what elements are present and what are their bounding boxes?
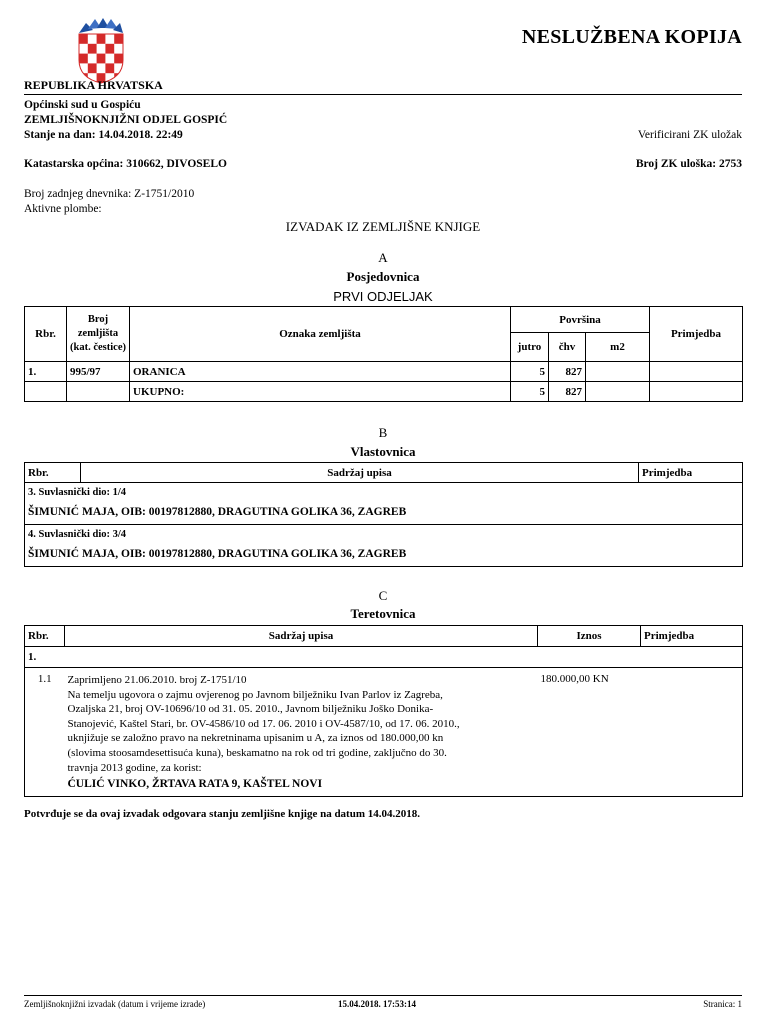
entry-primjedba — [641, 668, 743, 797]
row-chv: 827 — [549, 362, 586, 382]
total-rbr — [25, 382, 67, 402]
col-header-oznaka: Oznaka zemljišta — [130, 307, 511, 362]
entry-amount: 180.000,00 KN — [538, 668, 641, 797]
possession-table — [24, 306, 743, 402]
col-header-rbr: Rbr. — [25, 463, 81, 483]
col-header-povrsina: Površina — [511, 307, 650, 333]
row-oznaka: ORANICA — [130, 362, 511, 382]
table-row-total — [25, 382, 743, 402]
row-m2 — [586, 362, 650, 382]
section-b-title: Vlastovnica — [350, 444, 416, 459]
coat-of-arms-logo — [77, 18, 125, 84]
beneficiary: ĆULIĆ VINKO, ŽRTAVA RATA 9, KAŠTEL NOVI — [67, 778, 323, 791]
col-header-broj: Broj zemljišta (kat. čestice) — [67, 307, 130, 362]
section-a-letter: A — [378, 250, 388, 265]
confirmation-text: Potvrđuje se da ovaj izvadak odgovara stanju zemljišne knjige na datum 14.04.2018. — [24, 808, 421, 820]
footer-datetime: 15.04.2018. 17:53:14 — [338, 999, 416, 1009]
encumbrance-group — [25, 647, 743, 668]
col-header-primjedba: Primjedba — [650, 307, 743, 362]
section-b-letter: B — [378, 425, 388, 440]
section-c-letter: C — [378, 588, 388, 603]
ownership-entry — [25, 525, 743, 567]
row-broj: 995/97 — [67, 362, 130, 382]
owner-info: ŠIMUNIĆ MAJA, OIB: 00197812880, DRAGUTINA GOLIKA 36, ZAGREB — [28, 548, 407, 560]
col-header-sadrzaj: Sadržaj upisa — [65, 626, 538, 647]
country-name: REPUBLIKA HRVATSKA — [24, 78, 163, 92]
ownership-entry — [25, 483, 743, 525]
row-primjedba — [650, 362, 743, 382]
col-header-primjedba: Primjedba — [639, 463, 743, 483]
col-header-rbr: Rbr. — [25, 626, 65, 647]
active-seals: Aktivne plombe: — [24, 203, 102, 215]
row-rbr: 1. — [25, 362, 67, 382]
status-date: Stanje na dan: 14.04.2018. 22:49 — [24, 129, 183, 141]
zk-number: Broj ZK uloška: 2753 — [635, 158, 742, 170]
col-header-iznos: Iznos — [538, 626, 641, 647]
footer-divider — [24, 995, 742, 996]
croatian-coat-of-arms-icon — [77, 18, 125, 84]
footer-page-number: Stranica: 1 — [703, 999, 742, 1009]
section-a-subtitle: PRVI ODJELJAK — [333, 289, 433, 304]
section-a-title: Posjedovnica — [346, 269, 420, 284]
encumbrance-entry — [25, 668, 743, 797]
court-name: Općinski sud u Gospiću — [24, 99, 141, 111]
col-header-m2: m2 — [586, 333, 650, 362]
total-broj — [67, 382, 130, 402]
entry-number: 1.1 — [25, 668, 65, 797]
footer-label: Zemljišnoknjižni izvadak (datum i vrijeme izrade) — [24, 999, 206, 1009]
header-divider — [24, 94, 742, 95]
ownership-share: 3. Suvlasnički dio: 1/4 — [28, 487, 127, 498]
last-journal-number: Broj zadnjeg dnevnika: Z-1751/2010 — [24, 188, 195, 200]
department-name: ZEMLJIŠNOKNJIŽNI ODJEL GOSPIĆ — [24, 114, 228, 126]
group-number: 1. — [25, 647, 743, 668]
total-m2 — [586, 382, 650, 402]
total-chv: 827 — [549, 382, 586, 402]
col-header-rbr: Rbr. — [25, 307, 67, 362]
unofficial-copy-title: NESLUŽBENA KOPIJA — [521, 26, 742, 48]
total-jutro: 5 — [511, 382, 549, 402]
section-c-title: Teretovnica — [350, 606, 416, 621]
col-header-jutro: jutro — [511, 333, 549, 362]
col-header-sadrzaj: Sadržaj upisa — [81, 463, 639, 483]
row-jutro: 5 — [511, 362, 549, 382]
ownership-table — [24, 462, 743, 567]
col-header-primjedba: Primjedba — [641, 626, 743, 647]
ownership-share: 4. Suvlasnički dio: 3/4 — [28, 529, 127, 540]
total-label: UKUPNO: — [130, 382, 511, 402]
verified-label: Verificirani ZK uložak — [637, 129, 742, 141]
total-primjedba — [650, 382, 743, 402]
table-row — [25, 362, 743, 382]
owner-info: ŠIMUNIĆ MAJA, OIB: 00197812880, DRAGUTINA GOLIKA 36, ZAGREB — [28, 506, 407, 518]
cadastral-municipality: Katastarska općina: 310662, DIVOSELO — [24, 158, 227, 170]
entry-text: Zaprimljeno 21.06.2010. broj Z-1751/10 Na temelju ugovora o zajmu ovjerenog po Javnom bilježniku Ivan Parlov iz Zagreba, Ozaljska 21, broj OV-10696/10 od 31. 05. 2010., Javnom bilježniku Joško Donika- Stanojević, Kaštel Stari, br. OV-4586/10 od 17. 06. 2010 i OV-4587/10, od 17. 06. 2010., uknjižuje se založno pravo na nekretninama upisanim u A, za iznos od 180.000,00 kn (slovima stoosamdesettisuća kuna), beskamatno na rok od tri godine, zaključno do 30. travnja 2013 godine, za korist: — [67, 674, 460, 774]
document-title: IZVADAK IZ ZEMLJIŠNE KNJIGE — [285, 219, 481, 234]
col-header-chv: čhv — [549, 333, 586, 362]
encumbrance-table — [24, 625, 743, 797]
